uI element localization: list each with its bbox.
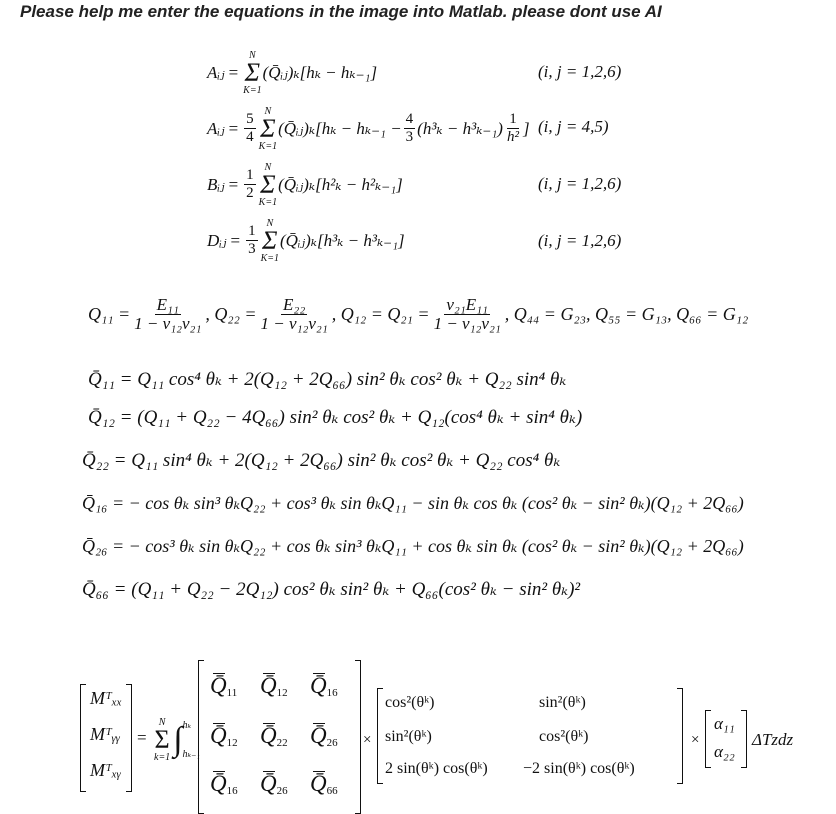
q-bar-26-equation: Q̄₂₆ = − cos³ θₖ sin θₖQ₂₂ + cos θₖ sin³ θₖQ₁₁ + cos θₖ sin θₖ (cos² θₖ − sin² θₖ)(Q₁₂ + 2Q₆₆) <box>82 536 744 556</box>
equation-lhs: Aᵢⱼ <box>207 119 225 138</box>
summand: (Q̄ᵢⱼ)ₖ[h²ₖ − h²ₖ₋₁] <box>278 175 403 194</box>
delta-t-term: ΔTzdz <box>752 730 794 749</box>
q-bar-66-equation: Q̄₆₆ = (Q₁₁ + Q₂₂ − 2Q₁₂) cos² θₖ sin² θₖ + Q₆₆(cos² θₖ − sin² θₖ)² <box>82 579 581 600</box>
equation-lhs: Bᵢⱼ <box>207 175 225 194</box>
question-text: Please help me enter the equations in the image into Matlab. please dont use AI <box>20 2 662 21</box>
q-bar-12-equation: Q̄₁₂ = (Q₁₁ + Q₂₂ − 4Q₆₆) sin² θₖ cos² θₖ + Q₁₂(cos⁴ θₖ + sin⁴ θₖ) <box>88 407 583 428</box>
q-bar-matrix: $Q̄_{11}$ $Q̄_{12}$ $Q̄_{16}$ $Q̄_{12}$ $Q̄_{22}$ $Q̄_{26}$ $Q̄_{16}$ $Q̄_{26}$ $Q̄_{66}$ <box>198 660 361 814</box>
trig-matrix: cos²(θᵏ) sin²(θᵏ) sin²(θᵏ) cos²(θᵏ) 2 sin(θᵏ) cos(θᵏ) −2 sin(θᵏ) cos(θᵏ) <box>377 688 683 784</box>
times-sign-2: × <box>691 732 700 748</box>
summand: (Q̄ᵢⱼ)ₖ[hₖ − hₖ₋₁] <box>262 63 378 82</box>
thermal-moment-vector: Mᵀₓₓ Mᵀᵧᵧ Mᵀₓᵧ <box>80 684 132 792</box>
condition-a-1: (i, j = 1,2,6) <box>538 62 622 81</box>
q-bar-22-equation: Q̄₂₂ = Q₁₁ sin⁴ θₖ + 2(Q₁₂ + 2Q₆₆) sin² θₖ cos² θₖ + Q₂₂ cos⁴ θₖ <box>82 450 561 471</box>
equation-lhs: Aᵢⱼ <box>207 63 225 82</box>
summation-symbol: N Σ K=1 <box>258 106 278 152</box>
summation-symbol: N Σ K=1 <box>260 218 279 264</box>
equation-a-ij-2: Aᵢⱼ = $\frac{5}{4}$ N Σ K=1 (Q̄ᵢⱼ)ₖ[hₖ − hₖ₋₁ − $\frac{4}{3}$ (h³ₖ − h³ₖ₋₁) $\frac{1}{\text{h²}}$ ] <box>207 106 530 152</box>
q-bar-16-equation: Q̄₁₆ = − cos θₖ sin³ θₖQ₂₂ + cos³ θₖ sin θₖQ₁₁ − sin θₖ cos θₖ (cos² θₖ − sin² θₖ)(Q₁₂ + 2Q₆₆) <box>82 493 744 513</box>
times-sign-1: × <box>363 732 372 748</box>
equals-sign: = <box>137 728 147 747</box>
equation-b-ij: Bᵢⱼ = $\frac{1}{2}$ N Σ K=1 (Q̄ᵢⱼ)ₖ[h²ₖ − h²ₖ₋₁] <box>207 162 403 208</box>
alpha-vector: α₁₁ α₂₂ <box>705 710 747 768</box>
summation-integral: N Σ k=1 ∫ hₖ hₖ₋₁ <box>154 717 200 763</box>
stiffness-equations: Q₁₁ = $\frac{\text{E₁₁}}{\text{1 − ν₁₂ν₂₁}}$ , Q₂₂ = $\frac{\text{E₂₂}}{\text{1 − ν₁₂ν₂₁}}$ , Q₁₂ = Q₂₁ = $\frac{\text{ν₂₁E₁₁}}{\text{1 − ν₁₂ν₂₁}}$ , Q₄₄ = G₂₃, Q₅₅ = G₁₃, Q₆₆ = G₁₂ <box>88 295 749 333</box>
summation-symbol: N Σ K=1 <box>258 162 278 208</box>
q-bar-11-equation: Q̄₁₁ = Q₁₁ cos⁴ θₖ + 2(Q₁₂ + 2Q₆₆) sin² θₖ cos² θₖ + Q₂₂ sin⁴ θₖ <box>88 369 567 390</box>
equation-lhs: Dᵢⱼ <box>207 231 227 250</box>
equation-a-ij-1: Aᵢⱼ = N Σ K=1 (Q̄ᵢⱼ)ₖ[hₖ − hₖ₋₁] <box>207 50 378 96</box>
condition-d: (i, j = 1,2,6) <box>538 231 622 250</box>
summand: (Q̄ᵢⱼ)ₖ[h³ₖ − h³ₖ₋₁] <box>279 231 405 250</box>
equation-d-ij: Dᵢⱼ = $\frac{1}{3}$ N Σ K=1 (Q̄ᵢⱼ)ₖ[h³ₖ − h³ₖ₋₁] <box>207 218 405 264</box>
condition-a-2: (i, j = 4,5) <box>538 117 609 136</box>
condition-b: (i, j = 1,2,6) <box>538 174 622 193</box>
summation-symbol: N Σ K=1 <box>243 50 262 96</box>
